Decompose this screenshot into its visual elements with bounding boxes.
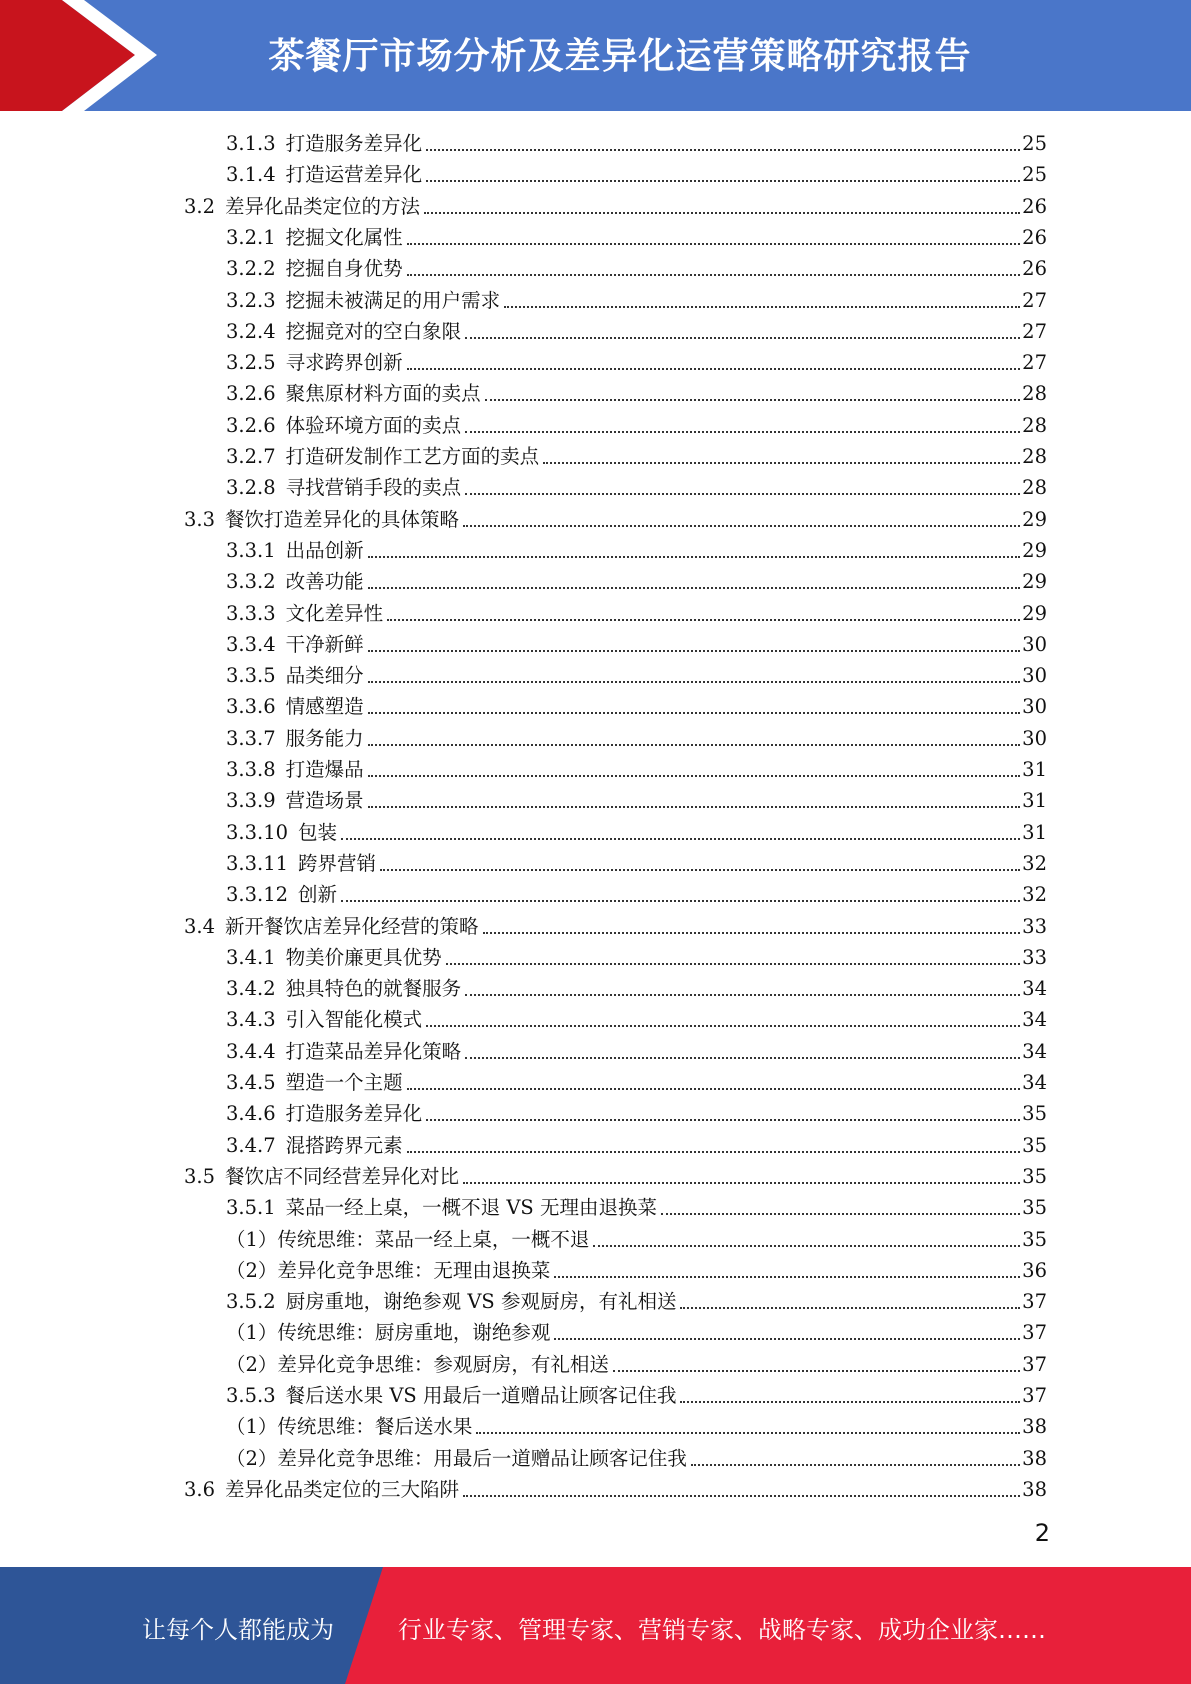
toc-entry-number: 3.3.4 — [226, 632, 276, 656]
toc-entry-page: 35 — [1022, 1196, 1047, 1220]
toc-entry-number: 3.5.2 — [226, 1290, 276, 1314]
toc-entry-page: 29 — [1022, 601, 1047, 625]
toc-dot-leader — [407, 1088, 1021, 1090]
toc-entry-page: 34 — [1022, 977, 1047, 1001]
toc-entry[interactable] — [226, 314, 1047, 345]
toc-dot-leader — [483, 932, 1021, 934]
toc-dot-leader — [368, 712, 1021, 714]
toc-entry-page: 25 — [1022, 132, 1047, 155]
toc-entry-title: 差异化品类定位的方法 — [225, 194, 421, 218]
toc-entry-title: 跨界营销 — [298, 851, 377, 875]
toc-entry-title: 菜品一经上桌，一概不退 VS 无理由退换菜 — [285, 1196, 657, 1220]
toc-entry-number: 3.5 — [184, 1164, 216, 1188]
toc-dot-leader — [465, 1057, 1020, 1059]
toc-entry-page: 27 — [1022, 351, 1047, 375]
toc-entry-page: 31 — [1022, 820, 1047, 844]
toc-dot-leader — [463, 525, 1020, 527]
toc-entry[interactable] — [184, 909, 1047, 940]
document-title: 茶餐厅市场分析及差异化运营策略研究报告 — [268, 36, 972, 77]
toc-entry-number: 3.2.8 — [226, 476, 276, 500]
toc-dot-leader — [341, 838, 1020, 840]
toc-entry-number: 3.3.1 — [226, 538, 276, 562]
toc-entry-page: 25 — [1022, 163, 1047, 187]
toc-entry[interactable] — [226, 1065, 1047, 1096]
toc-dot-leader — [368, 650, 1021, 652]
toc-entry[interactable] — [226, 971, 1047, 1002]
toc-entry-page: 35 — [1022, 1164, 1047, 1188]
toc-entry-title: 差异化品类定位的三大陷阱 — [225, 1477, 460, 1501]
toc-entry-page: 37 — [1022, 1290, 1047, 1314]
toc-dot-leader — [407, 368, 1021, 370]
toc-dot-leader — [426, 180, 1020, 182]
toc-entry[interactable] — [226, 1222, 1047, 1253]
toc-entry-page: 28 — [1022, 476, 1047, 500]
toc-entry-number: 3.1.3 — [226, 132, 276, 155]
toc-entry[interactable] — [226, 1096, 1047, 1127]
toc-entry-number: 3.5.1 — [226, 1196, 276, 1220]
toc-entry-title: 挖掘自身优势 — [285, 257, 403, 281]
toc-entry-number: 3.6 — [184, 1477, 216, 1501]
toc-dot-leader — [407, 243, 1021, 245]
toc-entry-number: 3.4.7 — [226, 1133, 276, 1157]
toc-dot-leader — [554, 1276, 1020, 1278]
toc-entry[interactable] — [226, 1347, 1047, 1378]
toc-entry-title: 文化差异性 — [285, 601, 384, 625]
toc-entry-number: 3.3.2 — [226, 570, 276, 594]
footer-slogan-right: 行业专家、管理专家、营销专家、战略专家、成功企业家…… — [398, 1616, 1046, 1644]
toc-dot-leader — [593, 1245, 1020, 1247]
toc-entry[interactable] — [226, 408, 1047, 439]
toc-entry-page: 34 — [1022, 1008, 1047, 1032]
toc-entry-page: 36 — [1022, 1258, 1047, 1282]
toc-entry[interactable] — [226, 1378, 1047, 1409]
toc-entry[interactable] — [226, 439, 1047, 470]
toc-entry-page: 37 — [1022, 1384, 1047, 1407]
toc-entry-number: 3.4 — [184, 914, 216, 938]
toc-entry[interactable] — [184, 1159, 1047, 1190]
toc-entry-title: 打造菜品差异化策略 — [285, 1039, 462, 1063]
toc-entry-title: 干净新鲜 — [285, 632, 364, 656]
toc-entry[interactable] — [226, 627, 1047, 658]
toc-entry[interactable] — [226, 470, 1047, 501]
toc-dot-leader — [446, 963, 1021, 965]
toc-dot-leader — [680, 1307, 1020, 1309]
toc-entry-number: 3.2.4 — [226, 319, 276, 343]
toc-entry-number: 3.2.1 — [226, 225, 276, 249]
toc-entry-title: 混搭跨界元素 — [285, 1133, 403, 1157]
toc-entry-title: 包装 — [298, 820, 338, 844]
toc-entry[interactable] — [226, 157, 1047, 188]
toc-dot-leader — [504, 306, 1020, 308]
toc-entry-title: （1）传统思维：餐后送水果 — [226, 1415, 473, 1439]
toc-entry-number: 3.4.2 — [226, 977, 276, 1001]
toc-entry[interactable] — [226, 564, 1047, 595]
toc-dot-leader — [380, 869, 1020, 871]
toc-dot-leader — [463, 1495, 1020, 1497]
toc-dot-leader — [387, 619, 1020, 621]
toc-entry-number: 3.2.7 — [226, 445, 276, 468]
toc-entry-page: 31 — [1022, 758, 1047, 781]
toc-entry-title: 品类细分 — [285, 664, 364, 688]
toc-entry-page: 26 — [1022, 194, 1047, 218]
toc-entry-page: 34 — [1022, 1071, 1047, 1094]
toc-entry-number: 3.2.6 — [226, 382, 276, 406]
toc-dot-leader — [426, 1119, 1020, 1121]
toc-entry-page: 31 — [1022, 789, 1047, 813]
toc-entry-title: （2）差异化竞争思维：用最后一道赠品让顾客记住我 — [226, 1446, 687, 1470]
toc-entry-page: 27 — [1022, 319, 1047, 343]
toc-entry-number: 3.4.5 — [226, 1071, 276, 1094]
page-header — [0, 0, 1191, 111]
toc-entry-title: 聚焦原材料方面的卖点 — [285, 382, 481, 406]
toc-entry-title: 创新 — [298, 883, 338, 907]
toc-entry-number: 3.4.6 — [226, 1102, 276, 1126]
toc-entry-number: 3.3.6 — [226, 695, 276, 719]
toc-entry-page: 37 — [1022, 1352, 1047, 1376]
toc-entry-number: 3.3.7 — [226, 726, 276, 750]
toc-dot-leader — [661, 1213, 1020, 1215]
toc-dot-leader — [465, 994, 1020, 996]
toc-dot-leader — [341, 900, 1020, 902]
toc-entry-title: 体验环境方面的卖点 — [285, 413, 462, 437]
toc-dot-leader — [368, 744, 1021, 746]
toc-entry-title: （2）差异化竞争思维：无理由退换菜 — [226, 1258, 551, 1282]
toc-entry[interactable] — [226, 1034, 1047, 1065]
toc-entry-number: 3.2.6 — [226, 413, 276, 437]
toc-entry-title: 独具特色的就餐服务 — [285, 977, 462, 1001]
toc-entry-page: 26 — [1022, 225, 1047, 249]
toc-dot-leader — [465, 431, 1020, 433]
toc-entry-page: 38 — [1022, 1415, 1047, 1439]
toc-entry-page: 37 — [1022, 1321, 1047, 1345]
toc-dot-leader — [476, 1432, 1020, 1434]
toc-dot-leader — [613, 1370, 1020, 1372]
toc-entry[interactable] — [184, 189, 1047, 220]
toc-entry-title: 服务能力 — [285, 726, 364, 750]
footer-slogan-left: 让每个人都能成为 — [142, 1616, 334, 1644]
toc-entry[interactable] — [226, 783, 1047, 814]
toc-entry-page: 30 — [1022, 632, 1047, 656]
toc-entry-number: 3.1.4 — [226, 163, 276, 187]
toc-dot-leader — [465, 337, 1020, 339]
toc-entry-page: 30 — [1022, 664, 1047, 688]
toc-entry-page: 38 — [1022, 1477, 1047, 1501]
toc-entry[interactable] — [226, 752, 1047, 783]
toc-dot-leader — [407, 274, 1021, 276]
toc-dot-leader — [368, 806, 1021, 808]
toc-entry-number: 3.3.9 — [226, 789, 276, 813]
toc-entry-title: 营造场景 — [285, 789, 364, 813]
toc-entry[interactable] — [226, 283, 1047, 314]
toc-entry-page: 28 — [1022, 413, 1047, 437]
page-number: 2 — [1034, 1519, 1050, 1547]
toc-entry-title: 挖掘竞对的空白象限 — [285, 319, 462, 343]
toc-entry[interactable] — [226, 533, 1047, 564]
toc-entry-number: 3.4.3 — [226, 1008, 276, 1032]
toc-entry[interactable] — [226, 376, 1047, 407]
toc-entry-title: 餐后送水果 VS 用最后一道赠品让顾客记住我 — [285, 1384, 677, 1407]
toc-dot-leader — [543, 462, 1020, 464]
toc-entry[interactable] — [226, 1284, 1047, 1315]
toc-entry-page: 32 — [1022, 883, 1047, 907]
toc-entry-number: 3.2.2 — [226, 257, 276, 281]
toc-entry-number: 3.2.3 — [226, 288, 276, 312]
toc-entry[interactable] — [226, 1409, 1047, 1440]
toc-entry[interactable] — [226, 940, 1047, 971]
toc-entry-page: 33 — [1022, 914, 1047, 938]
toc-entry[interactable] — [226, 846, 1047, 877]
toc-entry-number: 3.3.3 — [226, 601, 276, 625]
toc-dot-leader — [368, 775, 1021, 777]
toc-entry-number: 3.4.4 — [226, 1039, 276, 1063]
page-footer — [0, 1567, 1191, 1684]
toc-dot-leader — [426, 1025, 1020, 1027]
toc-entry-title: 改善功能 — [285, 570, 364, 594]
toc-dot-leader — [424, 212, 1020, 214]
toc-entry-title: （1）传统思维：厨房重地，谢绝参观 — [226, 1321, 551, 1345]
toc-entry-title: 情感塑造 — [285, 695, 364, 719]
toc-entry-number: 3.3.12 — [226, 883, 289, 907]
toc-dot-leader — [554, 1338, 1020, 1340]
toc-entry[interactable] — [226, 721, 1047, 752]
toc-entry[interactable] — [184, 502, 1047, 533]
toc-entry[interactable] — [184, 1472, 1047, 1503]
toc-entry-title: 引入智能化模式 — [285, 1008, 423, 1032]
toc-entry[interactable] — [226, 345, 1047, 376]
toc-entry-number: 3.3.11 — [226, 851, 289, 875]
toc-dot-leader — [426, 149, 1020, 151]
toc-dot-leader — [368, 556, 1021, 558]
toc-entry-title: 新开餐饮店差异化经营的策略 — [225, 914, 479, 938]
toc-entry-page: 30 — [1022, 726, 1047, 750]
toc-entry[interactable] — [226, 658, 1047, 689]
toc-dot-leader — [680, 1401, 1020, 1403]
toc-entry[interactable] — [226, 251, 1047, 282]
toc-entry-page: 28 — [1022, 445, 1047, 468]
toc-entry-title: 挖掘未被满足的用户需求 — [285, 288, 501, 312]
toc-entry-page: 35 — [1022, 1133, 1047, 1157]
toc-entry-number: 3.4.1 — [226, 945, 276, 969]
toc-entry-title: 打造爆品 — [285, 758, 364, 781]
toc-entry[interactable] — [226, 877, 1047, 908]
toc-entry-number: 3.2 — [184, 194, 216, 218]
toc-dot-leader — [407, 1151, 1021, 1153]
toc-entry[interactable] — [226, 689, 1047, 720]
toc-dot-leader — [463, 1182, 1020, 1184]
toc-entry-title: 打造服务差异化 — [285, 1102, 423, 1126]
toc-dot-leader — [465, 493, 1020, 495]
toc-dot-leader — [368, 587, 1021, 589]
toc-entry-title: 厨房重地，谢绝参观 VS 参观厨房，有礼相送 — [285, 1290, 677, 1314]
toc-entry-page: 29 — [1022, 538, 1047, 562]
toc-entry[interactable] — [226, 1128, 1047, 1159]
toc-entry[interactable] — [226, 1441, 1047, 1472]
toc-entry-page: 30 — [1022, 695, 1047, 719]
toc-entry-number: 3.3.10 — [226, 820, 289, 844]
toc-entry-title: （2）差异化竞争思维：参观厨房，有礼相送 — [226, 1352, 609, 1376]
toc-entry-number: 3.3.5 — [226, 664, 276, 688]
toc-entry[interactable] — [226, 1002, 1047, 1033]
toc-dot-leader — [485, 399, 1021, 401]
toc-entry[interactable] — [226, 815, 1047, 846]
toc-entry[interactable] — [226, 1190, 1047, 1221]
toc-entry-page: 34 — [1022, 1039, 1047, 1063]
toc-entry-number: 3.5.3 — [226, 1384, 276, 1407]
toc-entry-title: 餐饮店不同经营差异化对比 — [225, 1164, 460, 1188]
toc-dot-leader — [368, 681, 1021, 683]
toc-entry-number: 3.3.8 — [226, 758, 276, 781]
toc-entry-title: 出品创新 — [285, 538, 364, 562]
toc-entry[interactable] — [226, 1253, 1047, 1284]
toc-entry-title: 寻找营销手段的卖点 — [285, 476, 462, 500]
toc-entry-title: （1）传统思维：菜品一经上桌，一概不退 — [226, 1227, 590, 1251]
toc-entry-page: 32 — [1022, 851, 1047, 875]
toc-entry-page: 33 — [1022, 945, 1047, 969]
toc-entry[interactable] — [226, 126, 1047, 157]
toc-entry-page: 29 — [1022, 570, 1047, 594]
toc-entry-page: 35 — [1022, 1102, 1047, 1126]
toc-entry-title: 塑造一个主题 — [285, 1071, 403, 1094]
toc-entry-number: 3.3 — [184, 507, 216, 531]
toc-dot-leader — [691, 1464, 1020, 1466]
toc-entry[interactable] — [226, 596, 1047, 627]
toc-entry-title: 打造研发制作工艺方面的卖点 — [285, 445, 540, 468]
toc-entry-title: 物美价廉更具优势 — [285, 945, 442, 969]
toc-entry-title: 打造运营差异化 — [285, 163, 423, 187]
toc-entry-title: 寻求跨界创新 — [285, 351, 403, 375]
toc-entry-number: 3.2.5 — [226, 351, 276, 375]
toc-entry-page: 28 — [1022, 382, 1047, 406]
toc-entry-page: 38 — [1022, 1446, 1047, 1470]
toc-entry-page: 35 — [1022, 1227, 1047, 1251]
toc-entry-title: 餐饮打造差异化的具体策略 — [225, 507, 460, 531]
toc-entry-page: 27 — [1022, 288, 1047, 312]
toc-entry[interactable] — [226, 220, 1047, 251]
toc-entry-page: 29 — [1022, 507, 1047, 531]
toc-entry-page: 26 — [1022, 257, 1047, 281]
toc-entry-title: 挖掘文化属性 — [285, 225, 403, 249]
toc-entry-title: 打造服务差异化 — [285, 132, 423, 155]
toc-entry[interactable] — [226, 1315, 1047, 1346]
